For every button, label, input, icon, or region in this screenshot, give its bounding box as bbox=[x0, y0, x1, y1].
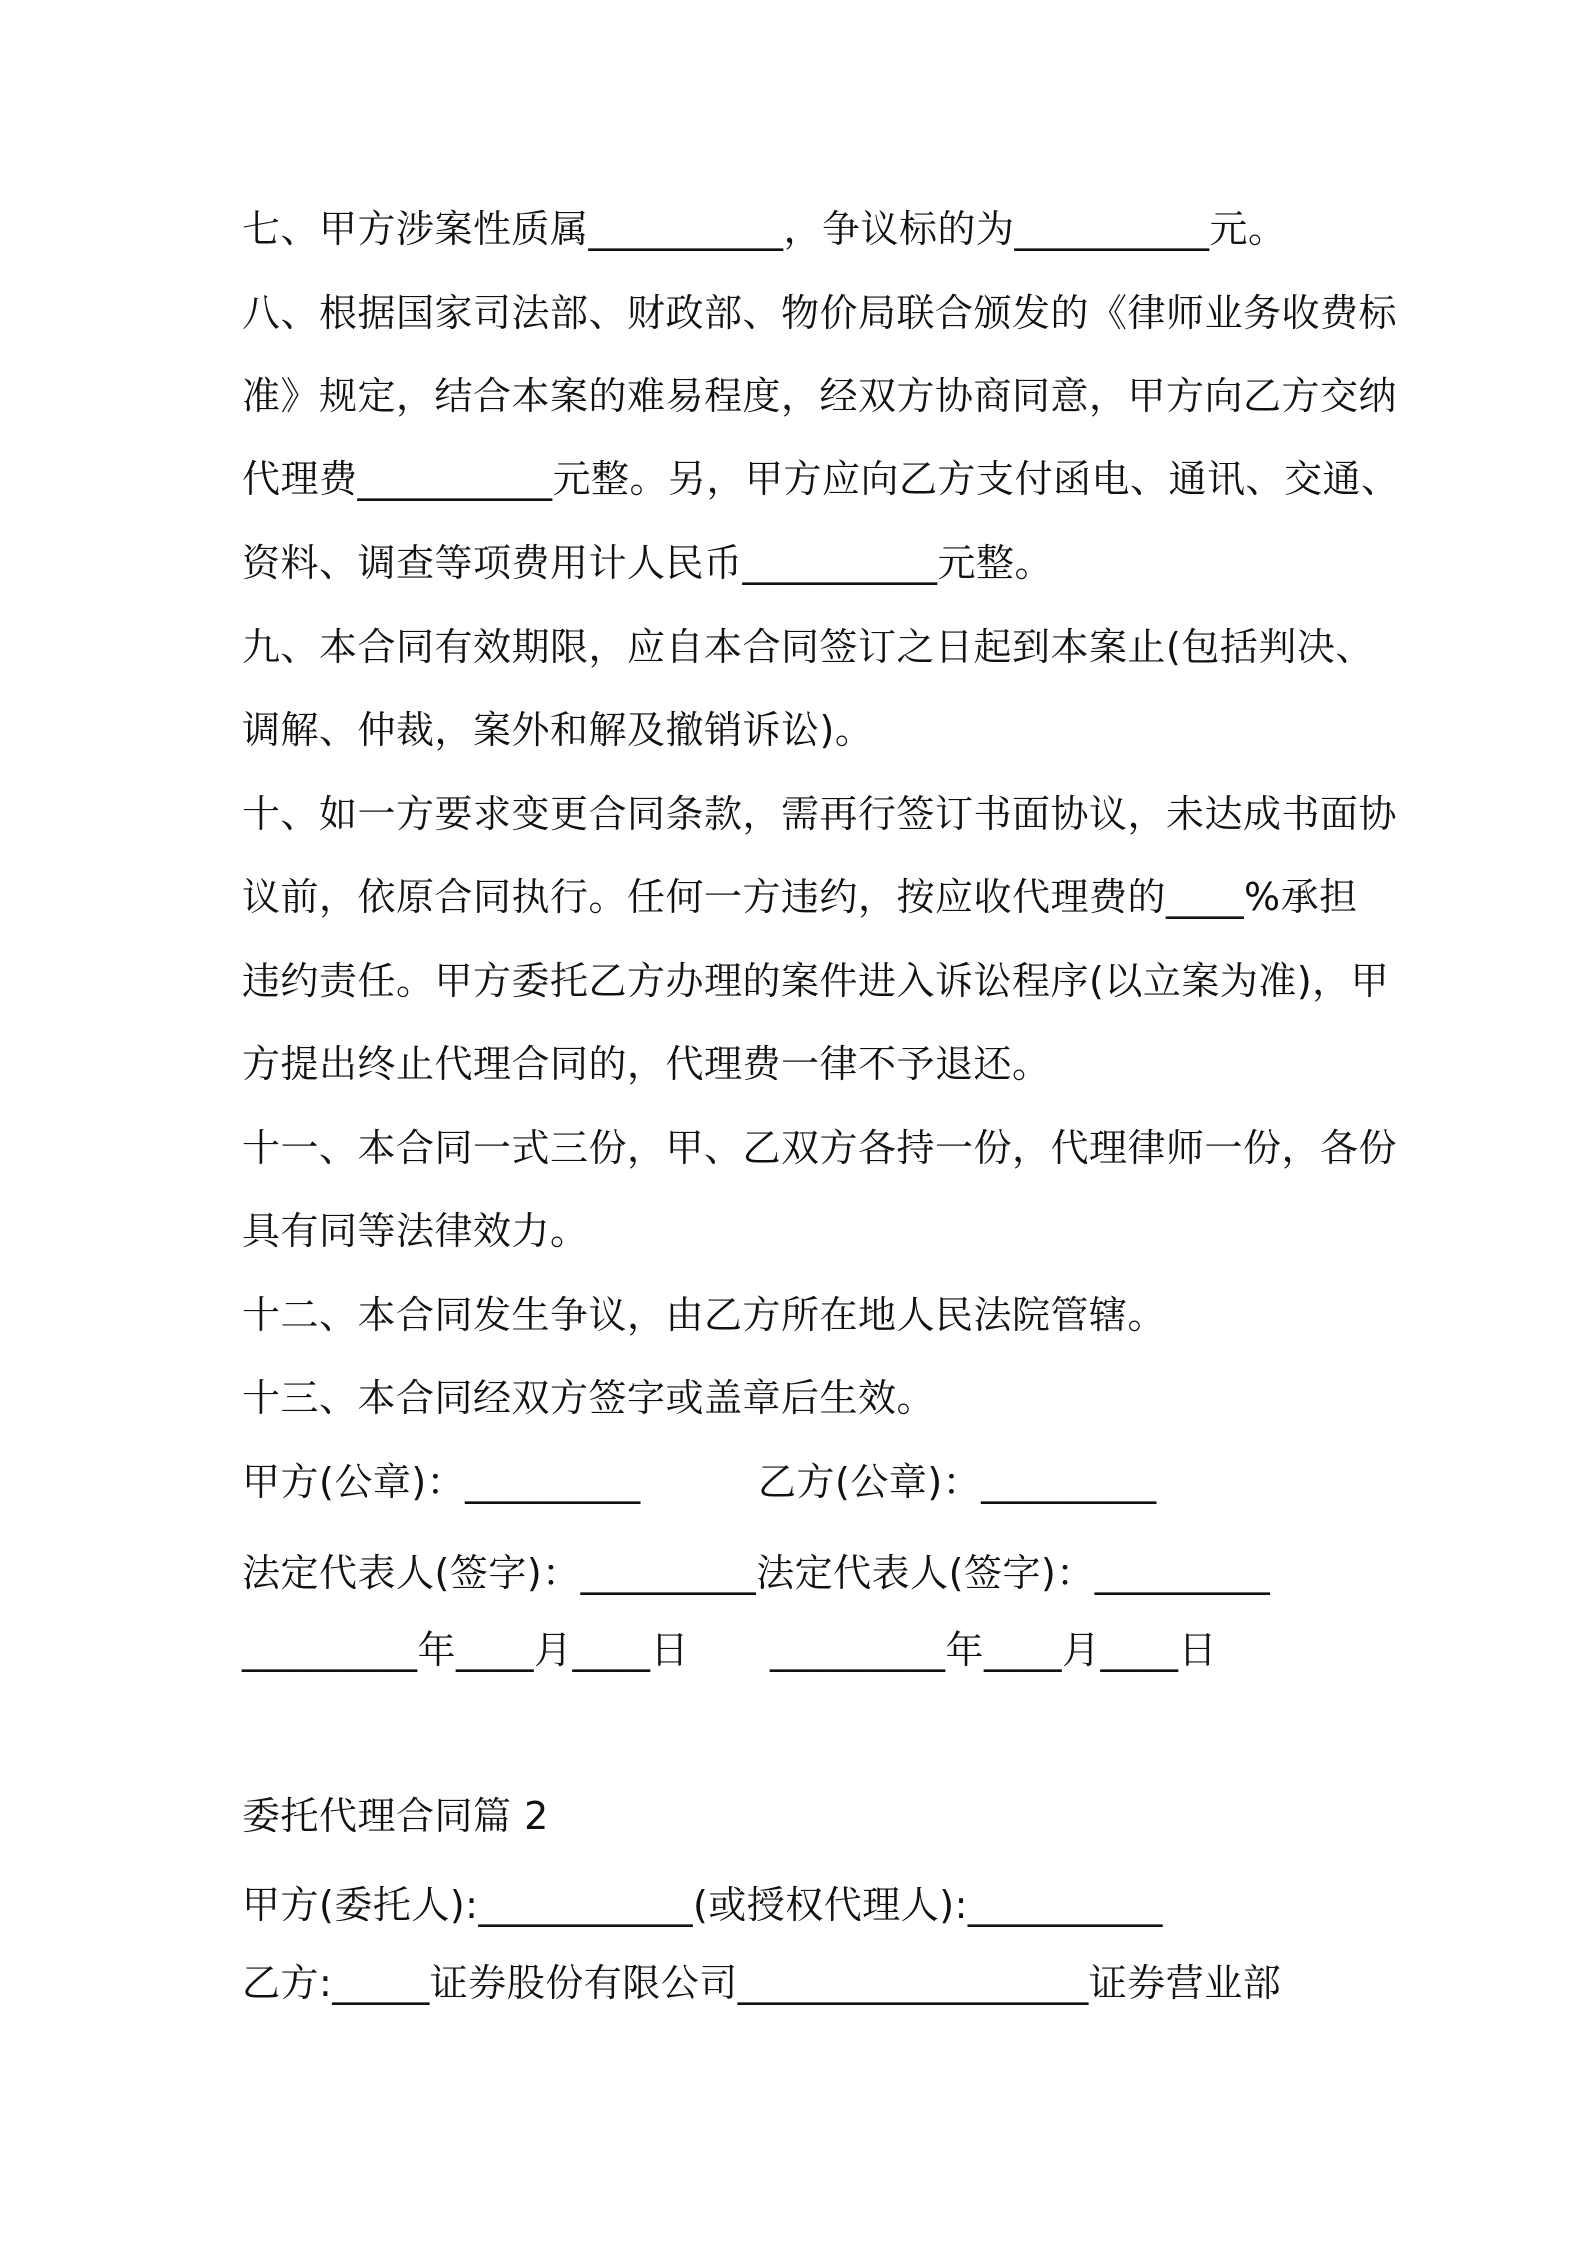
clause-12: 十二、本合同发生争议，由乙方所在地人民法院管辖。 bbox=[242, 1293, 1167, 1337]
clause-9-line-2: 调解、仲裁，案外和解及撤销诉讼)。 bbox=[242, 708, 874, 752]
section-2-party-a: 甲方(委托人):___________(或授权代理人):__________ bbox=[242, 1883, 1163, 1927]
legal-representative-fields: 法定代表人(签字)：_________法定代表人(签字)：_________ bbox=[242, 1551, 1271, 1595]
party-a-date-field: _________年____月____日 bbox=[242, 1628, 690, 1672]
clause-10-line-2: 议前，依原合同执行。任何一方违约，按应收代理费的____%承担 bbox=[242, 875, 1358, 919]
clause-11-line-2: 具有同等法律效力。 bbox=[242, 1209, 589, 1253]
clause-9-line-1: 九、本合同有效期限，应自本合同签订之日起到本案止(包括判决、 bbox=[242, 625, 1374, 669]
clause-11-line-1: 十一、本合同一式三份，甲、乙双方各持一份，代理律师一份，各份 bbox=[242, 1126, 1398, 1170]
party-a-seal-field: 甲方(公章)：_________ bbox=[242, 1460, 641, 1504]
clause-10-line-3: 违约责任。甲方委托乙方办理的案件进入诉讼程序(以立案为准)，甲 bbox=[242, 959, 1390, 1003]
clause-10-line-4: 方提出终止代理合同的，代理费一律不予退还。 bbox=[242, 1042, 1051, 1086]
clause-13: 十三、本合同经双方签字或盖章后生效。 bbox=[242, 1376, 936, 1420]
clause-8-line-4: 资料、调查等项费用计人民币__________元整。 bbox=[242, 541, 1054, 585]
party-b-seal-field: 乙方(公章)：_________ bbox=[758, 1460, 1157, 1504]
section-2-party-b: 乙方:_____证券股份有限公司__________________证券营业部 bbox=[242, 1961, 1282, 2005]
clause-10-line-1: 十、如一方要求变更合同条款，需再行签订书面协议，未达成书面协 bbox=[242, 792, 1398, 836]
clause-8-line-2: 准》规定，结合本案的难易程度，经双方协商同意，甲方向乙方交纳 bbox=[242, 374, 1398, 418]
clause-7: 七、甲方涉案性质属__________，争议标的为__________元。 bbox=[242, 207, 1287, 251]
section-2-title: 委托代理合同篇 2 bbox=[242, 1794, 549, 1838]
party-b-date-field: _________年____月____日 bbox=[770, 1628, 1218, 1672]
clause-8-line-1: 八、根据国家司法部、财政部、物价局联合颁发的《律师业务收费标 bbox=[242, 291, 1398, 335]
clause-8-line-3: 代理费__________元整。另，甲方应向乙方支付函电、通讯、交通、 bbox=[242, 457, 1400, 501]
